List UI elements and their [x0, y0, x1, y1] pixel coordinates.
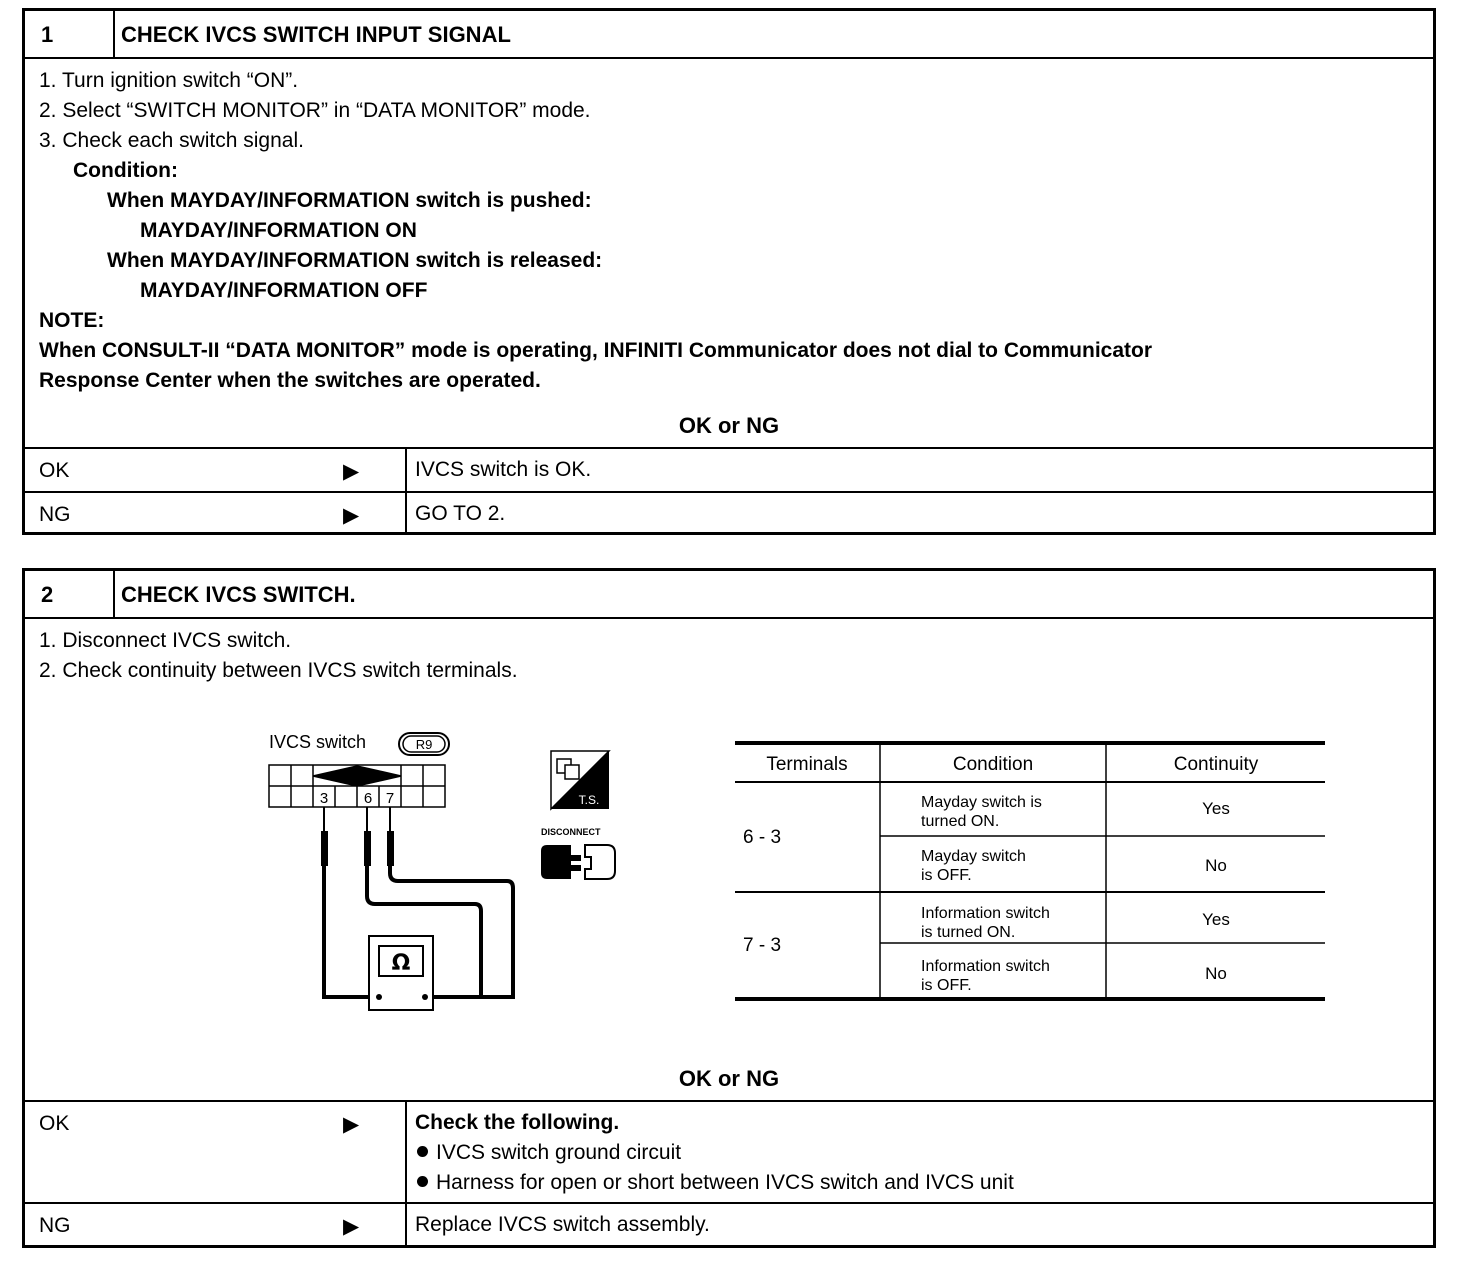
result-label: NG: [39, 1214, 71, 1237]
ohmmeter-icon: [369, 936, 433, 1010]
header-divider: [113, 571, 115, 617]
note-line-2: Response Center when the switches are operated.: [39, 369, 541, 392]
terminal-6: 6: [363, 790, 373, 807]
continuity-test-diagram: [255, 721, 635, 1021]
condition-pushed: When MAYDAY/INFORMATION switch is pushed:: [107, 189, 592, 212]
continuity-cell: Yes: [1202, 910, 1230, 929]
instruction-2: 2. Select “SWITCH MONITOR” in “DATA MONITOR” mode.: [39, 99, 591, 122]
switch-label: IVCS switch: [269, 732, 367, 752]
condition-released: When MAYDAY/INFORMATION switch is released:: [107, 249, 603, 272]
result-divider: [405, 493, 407, 534]
condition-cell: Mayday switch: [921, 848, 1026, 865]
result-action: GO TO 2.: [415, 502, 506, 525]
connector-id: R9: [415, 737, 433, 752]
terminals-cell: 7 - 3: [743, 935, 782, 956]
terminal-3: 3: [319, 790, 329, 807]
ok-or-ng-label: OK or NG: [678, 413, 780, 438]
continuity-cell: No: [1205, 856, 1227, 875]
result-action: Replace IVCS switch assembly.: [415, 1213, 710, 1236]
bullet-icon: [417, 1146, 428, 1157]
continuity-table: [733, 739, 1337, 1009]
column-header: Continuity: [1173, 754, 1259, 775]
value-on: MAYDAY/INFORMATION ON: [140, 219, 417, 242]
result-divider: [405, 1102, 407, 1202]
bullet-icon: [417, 1176, 428, 1187]
step-title: CHECK IVCS SWITCH.: [121, 582, 356, 607]
header-divider: [113, 11, 115, 57]
step-number: 2: [41, 582, 54, 607]
value-off: MAYDAY/INFORMATION OFF: [140, 279, 428, 302]
condition-cell: Information switch: [921, 905, 1050, 922]
condition-cell: Mayday switch is: [921, 794, 1042, 811]
instruction-1: 1. Disconnect IVCS switch.: [39, 629, 292, 652]
condition-cell: Information switch: [921, 958, 1050, 975]
step-number: 1: [41, 22, 54, 47]
condition-cell: turned ON.: [921, 813, 1000, 830]
step-1-box: [22, 8, 1436, 535]
column-header: Condition: [952, 754, 1034, 775]
column-header: Terminals: [766, 754, 848, 775]
continuity-cell: No: [1205, 964, 1227, 983]
result-divider: [405, 1204, 407, 1247]
result-action: [415, 1108, 1014, 1198]
ts-label: T.S.: [578, 793, 600, 807]
result-label: NG: [39, 503, 71, 526]
instruction-3: 3. Check each switch signal.: [39, 129, 304, 152]
step-title: CHECK IVCS SWITCH INPUT SIGNAL: [121, 22, 511, 47]
arrow-right-icon: ▶: [343, 1215, 360, 1238]
continuity-cell: Yes: [1202, 799, 1230, 818]
ohm-symbol: Ω: [391, 951, 411, 976]
result-row-ok: [25, 1100, 1433, 1202]
check-heading: Check the following.: [415, 1111, 620, 1134]
result-row-ng: [25, 1202, 1433, 1247]
arrow-right-icon: ▶: [343, 1113, 360, 1136]
instruction-2: 2. Check continuity between IVCS switch terminals.: [39, 659, 518, 682]
check-item: IVCS switch ground circuit: [415, 1138, 1014, 1168]
result-divider: [405, 449, 407, 491]
terminal-7: 7: [385, 790, 395, 807]
result-label: OK: [39, 459, 70, 482]
result-row-ok: [25, 447, 1433, 491]
connector-icon: [269, 765, 445, 807]
condition-cell: is OFF.: [921, 977, 972, 994]
note-line-1: When CONSULT-II “DATA MONITOR” mode is operating, INFINITI Communicator does not dial to Communicator: [39, 339, 1153, 362]
step-1-header: [25, 11, 1433, 59]
instruction-1: 1. Turn ignition switch “ON”.: [39, 69, 299, 92]
step-2-box: [22, 568, 1436, 1248]
result-action: IVCS switch is OK.: [415, 458, 592, 481]
terminals-cell: 6 - 3: [743, 827, 782, 848]
ts-icon: [551, 751, 609, 809]
arrow-right-icon: ▶: [343, 504, 360, 527]
disconnect-label: DISCONNECT: [541, 827, 601, 837]
ok-or-ng-label: OK or NG: [678, 1066, 780, 1091]
condition-cell: is OFF.: [921, 867, 972, 884]
arrow-right-icon: ▶: [343, 460, 360, 483]
condition-cell: is turned ON.: [921, 924, 1016, 941]
check-item: Harness for open or short between IVCS switch and IVCS unit: [415, 1168, 1014, 1198]
step-2-header: [25, 571, 1433, 619]
condition-label: Condition:: [73, 159, 178, 182]
result-label: OK: [39, 1112, 70, 1135]
result-row-ng: [25, 491, 1433, 534]
disconnect-icon: [541, 827, 615, 879]
note-label: NOTE:: [39, 309, 105, 332]
